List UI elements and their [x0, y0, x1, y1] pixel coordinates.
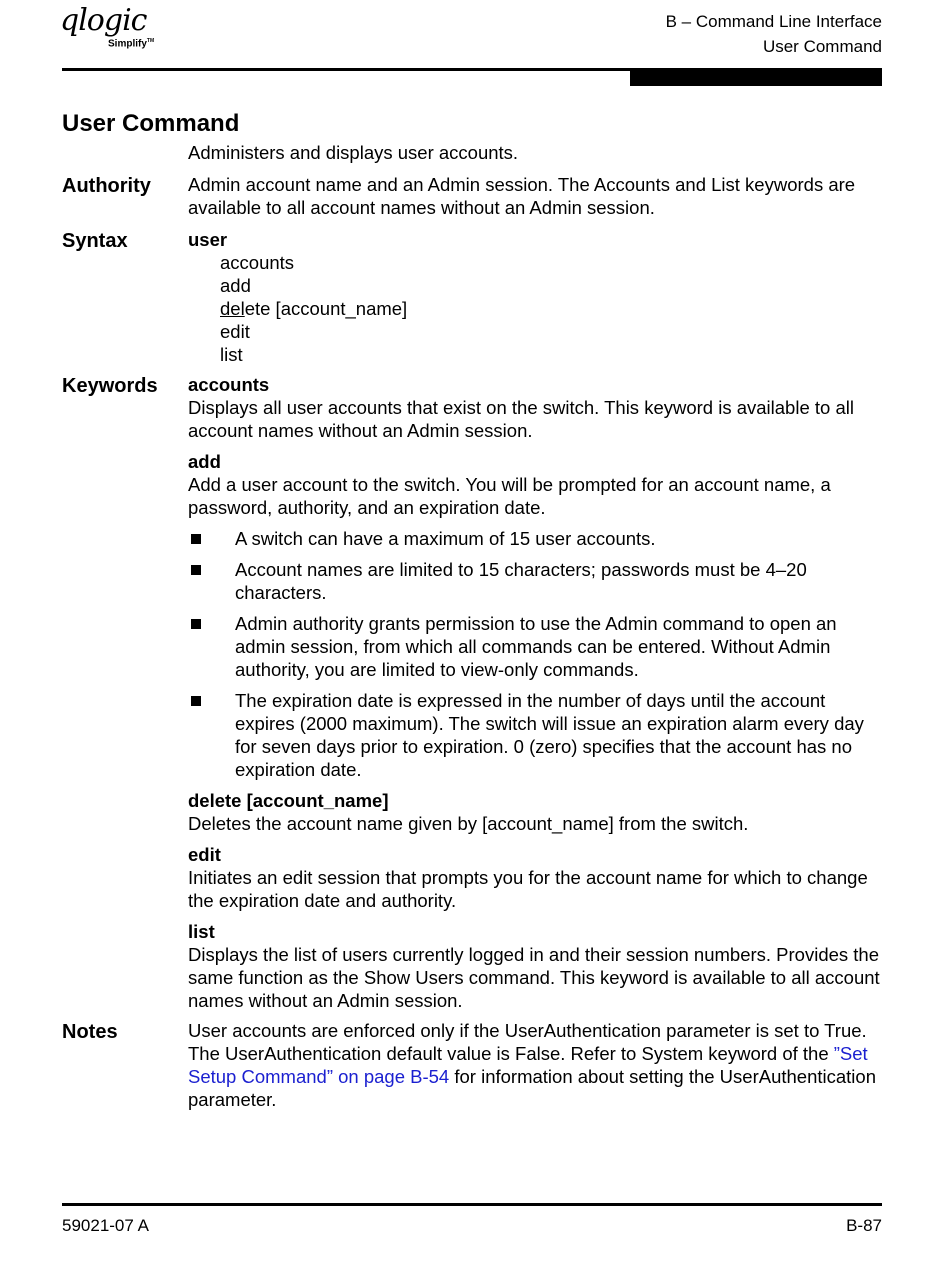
page-title: User Command	[62, 110, 240, 137]
keyword-list	[188, 920, 882, 1012]
intro-text: Administers and displays user accounts.	[188, 142, 519, 163]
authority-label: Authority	[62, 175, 151, 197]
qlogic-logo	[60, 4, 160, 60]
keyword-name: edit	[188, 844, 221, 865]
keyword-edit	[188, 843, 882, 912]
keyword-accounts	[188, 373, 882, 442]
keyword-description: Deletes the account name given by [account_name] from the switch.	[188, 813, 749, 834]
keyword-name: delete [account_name]	[188, 790, 389, 811]
logo-wordmark: qlogic	[60, 3, 147, 38]
bullet-square-icon	[191, 534, 201, 544]
syntax-item-edit: edit	[220, 321, 250, 342]
list-item: Account names are limited to 15 characters; passwords must be 4–20 characters.	[188, 558, 882, 604]
document-number: 59021-07 A	[62, 1216, 149, 1235]
authority-text: Admin account name and an Admin session. The Accounts and List keywords are available to all account names without an Admin session.	[188, 174, 856, 218]
keyword-delete	[188, 789, 882, 835]
section-name: User Command	[762, 37, 882, 56]
keyword-description: Displays all user accounts that exist on the switch. This keyword is available to all account names without an Admin session.	[188, 397, 854, 441]
syntax-item-add: add	[220, 275, 251, 296]
keywords-label: Keywords	[62, 375, 158, 397]
keywords-section	[0, 373, 950, 1012]
cross-reference-link[interactable]: ”Set Setup Command” on page B-54	[188, 1043, 868, 1087]
list-item: The expiration date is expressed in the number of days until the account expires (2000 maximum). The switch will issue an expiration alarm every day for seven days prior to expiration. 0 (zero) specifies that the account has no expiration date.	[188, 689, 882, 781]
syntax-item-list: list	[220, 344, 243, 365]
notes-text: User accounts are enforced only if the UserAuthentication parameter is set to True. The UserAuthentication default value is False. Refer to System keyword of the ”Set Setup Command” on page B-54 for information about setting the UserAuthentication parameter.	[188, 1020, 876, 1110]
keyword-description: Add a user account to the switch. You will be prompted for an account name, a password, authority, and an expiration date.	[188, 474, 831, 518]
keyword-name: list	[188, 921, 215, 942]
keyword-description: Displays the list of users currently logged in and their session numbers. Provides the same function as the Show Users command. This keyword is available to all account names without an Admin session.	[188, 944, 880, 1011]
keyword-description: Initiates an edit session that prompts you for the account name for which to change the expiration date and authority.	[188, 867, 868, 911]
main-content	[0, 141, 950, 1111]
keyword-name: accounts	[188, 374, 270, 395]
keyword-name: add	[188, 451, 221, 472]
logo-trademark: TM	[146, 38, 155, 44]
page-number: B-87	[846, 1216, 882, 1235]
header-bar	[630, 70, 882, 86]
abbreviation-underline: del	[220, 298, 245, 319]
notes-label: Notes	[62, 1021, 118, 1043]
bullet-square-icon	[191, 696, 201, 706]
syntax-command: user	[188, 229, 228, 250]
logo-tagline: Simplify™	[108, 38, 155, 50]
syntax-item-accounts: accounts	[220, 252, 295, 273]
running-header	[666, 9, 882, 59]
intro-row	[0, 141, 950, 164]
bullet-square-icon	[191, 565, 201, 575]
list-item: Admin authority grants permission to use the Admin command to open an admin session, from which all commands can be entered. Without Admin authority, you are limited to view-only commands.	[188, 612, 882, 681]
footer-rule	[62, 1203, 882, 1206]
notes-section	[0, 1019, 950, 1111]
list-item: A switch can have a maximum of 15 user accounts.	[188, 527, 882, 550]
add-bullet-list	[188, 527, 882, 781]
syntax-section	[0, 228, 950, 366]
authority-section	[0, 173, 950, 219]
keyword-add	[188, 450, 882, 781]
bullet-square-icon	[191, 619, 201, 629]
syntax-label: Syntax	[62, 230, 128, 252]
chapter-title: B – Command Line Interface	[665, 12, 882, 31]
syntax-item-delete: delete [account_name]	[220, 298, 408, 319]
